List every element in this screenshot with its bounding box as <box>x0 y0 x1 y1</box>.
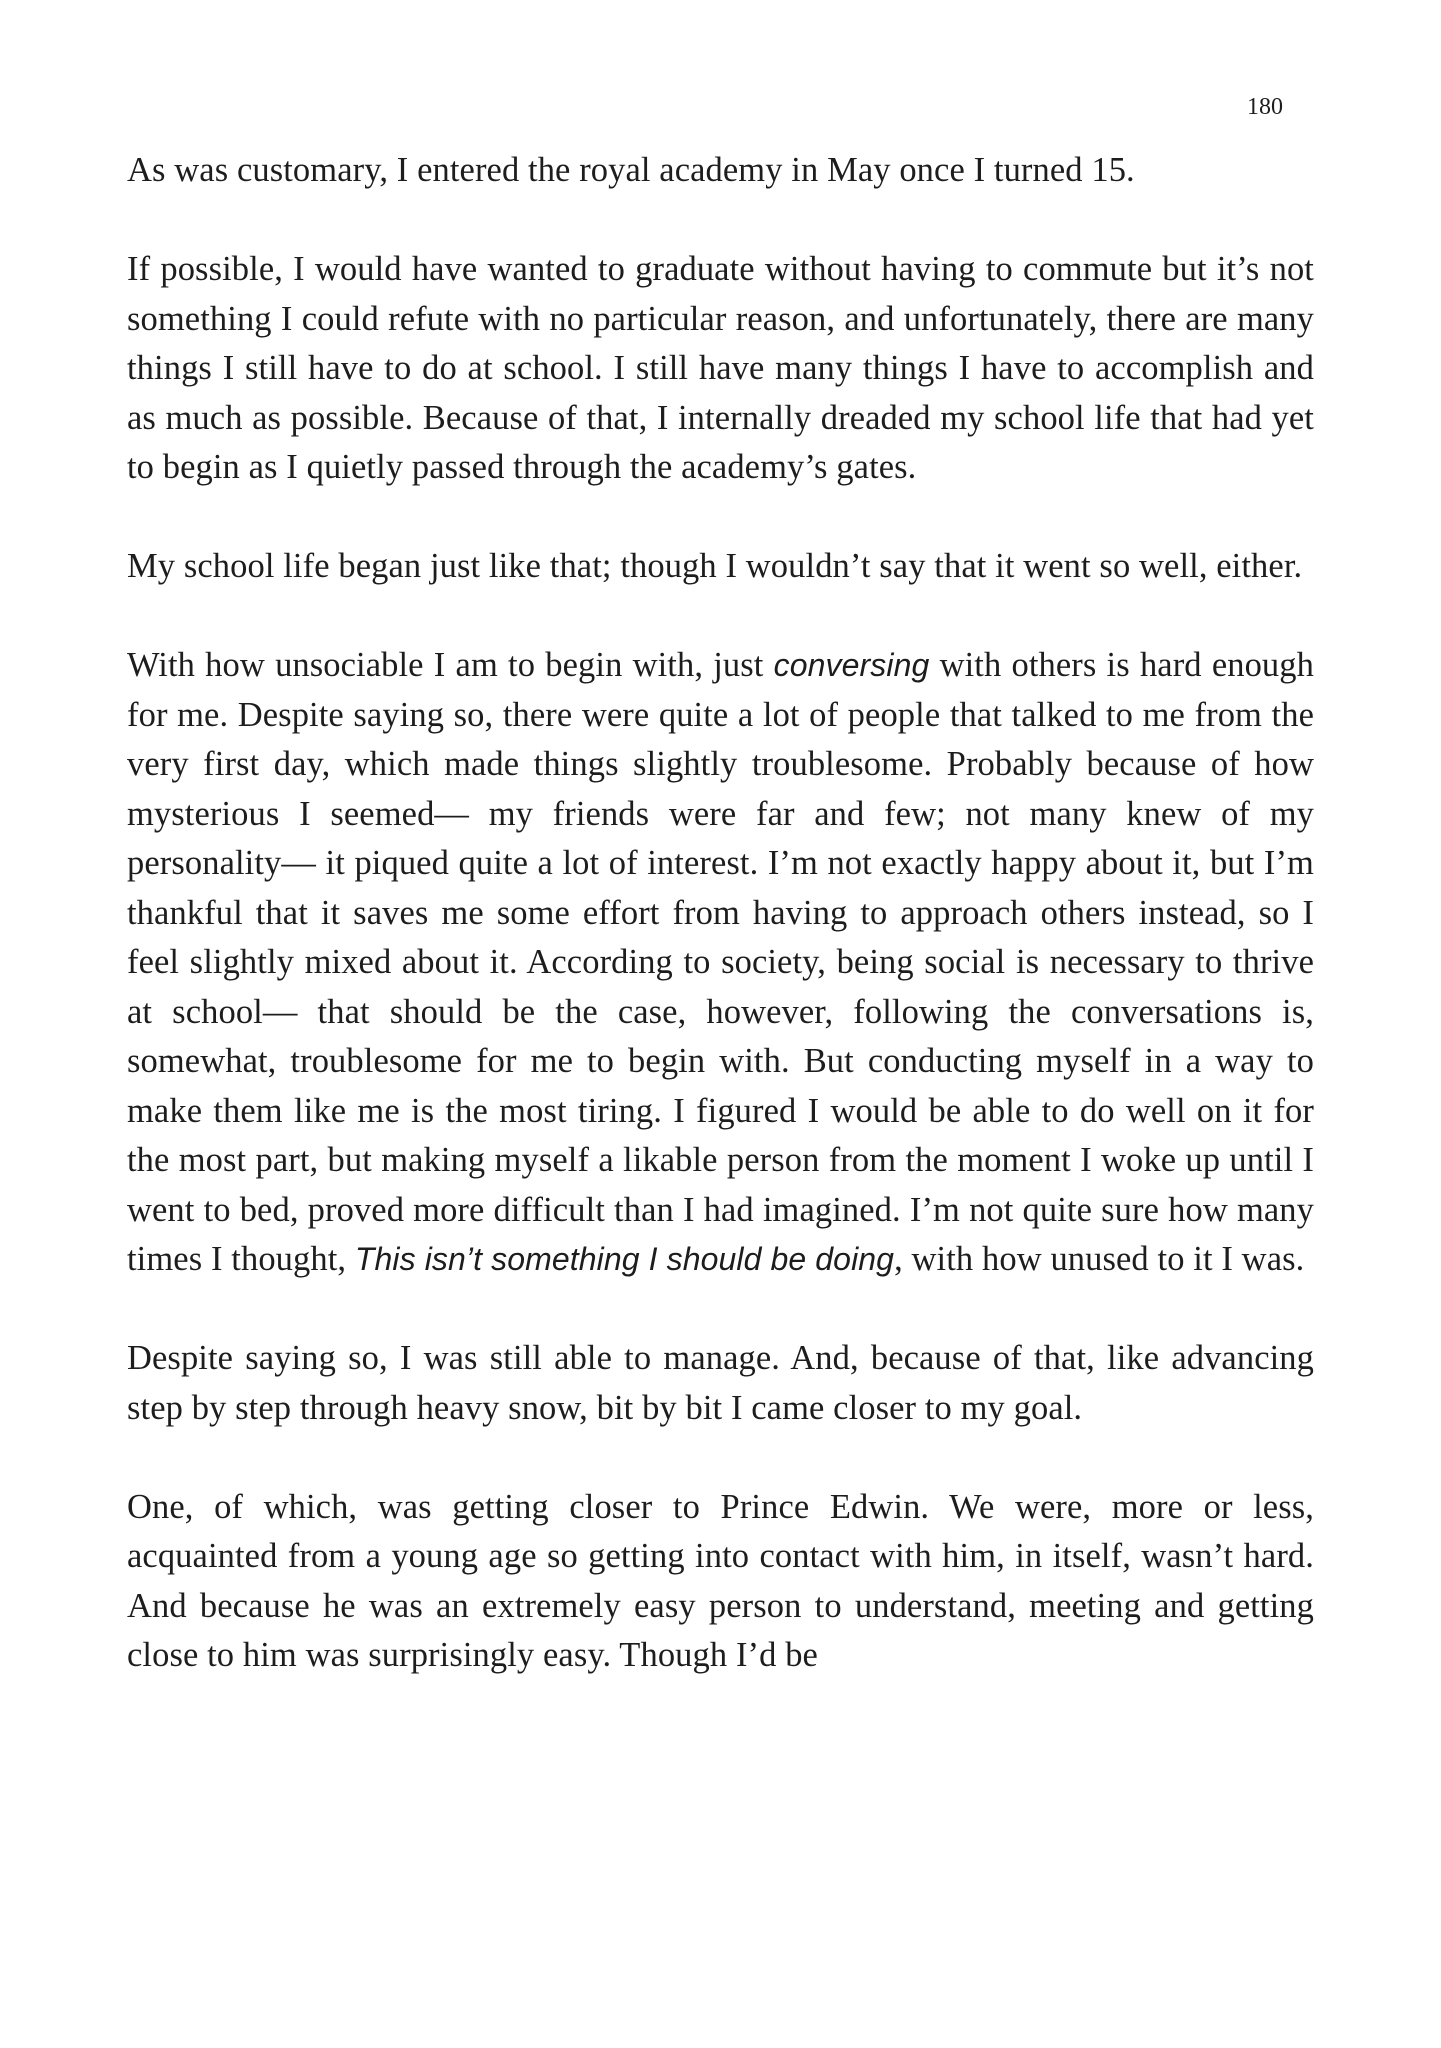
italic-emphasis-conversing: conversing <box>773 647 930 683</box>
paragraph-4-text-c: , with how unused to it I was. <box>894 1240 1305 1278</box>
paragraph-4 <box>127 641 1314 1285</box>
paragraph-6: One, of which, was getting closer to Prince Edwin. We were, more or less, acquainted from a young age so getting into contact with him, in itself, wasn’t hard. And because he was an extremely easy person to understand, meeting and getting close to him was surprisingly easy. Though I’d be <box>127 1487 1314 1674</box>
page-number: 180 <box>1247 94 1283 120</box>
italic-emphasis-thought: This isn’t something I should be doing <box>354 1241 895 1277</box>
document-body <box>127 146 1314 1730</box>
paragraph-4-text-b: with others is hard enough for me. Despite saying so, there were quite a lot of people that talked to me from the very first day, which made things slightly troublesome. Probably because of how mysterious I seemed— my friends were far and few; not many knew of my personality— it piqued quite a lot of interest. I’m not exactly happy about it, but I’m thankful that it saves me some effort from having to approach others instead, so I feel slightly mixed about it. According to society, being social is necessary to thrive at school— that should be the case, however, following the conversations is, somewhat, troublesome for me to begin with. But conducting myself in a way to make them like me is the most tiring. I figured I would be able to do well on it for the most part, but making myself a likable person from the moment I woke up until I went to bed, proved more difficult than I had imagined. I’m not quite sure how many times I thought, <box>127 646 1314 1278</box>
paragraph-1: As was customary, I entered the royal academy in May once I turned 15. <box>127 151 1135 189</box>
paragraph-3: My school life began just like that; though I wouldn’t say that it went so well, either. <box>127 547 1303 585</box>
paragraph-5: Despite saying so, I was still able to manage. And, because of that, like advancing step by step through heavy snow, bit by bit I came closer to my goal. <box>127 1339 1314 1427</box>
paragraph-4-text-a: With how unsociable I am to begin with, just <box>127 646 774 684</box>
paragraph-2: If possible, I would have wanted to graduate without having to commute but it’s not something I could refute with no particular reason, and unfortunately, there are many things I still have to do at school. I still have many things I have to accomplish and as much as possible. Because of that, I internally dreaded my school life that had yet to begin as I quietly passed through the academy’s gates. <box>127 250 1314 486</box>
